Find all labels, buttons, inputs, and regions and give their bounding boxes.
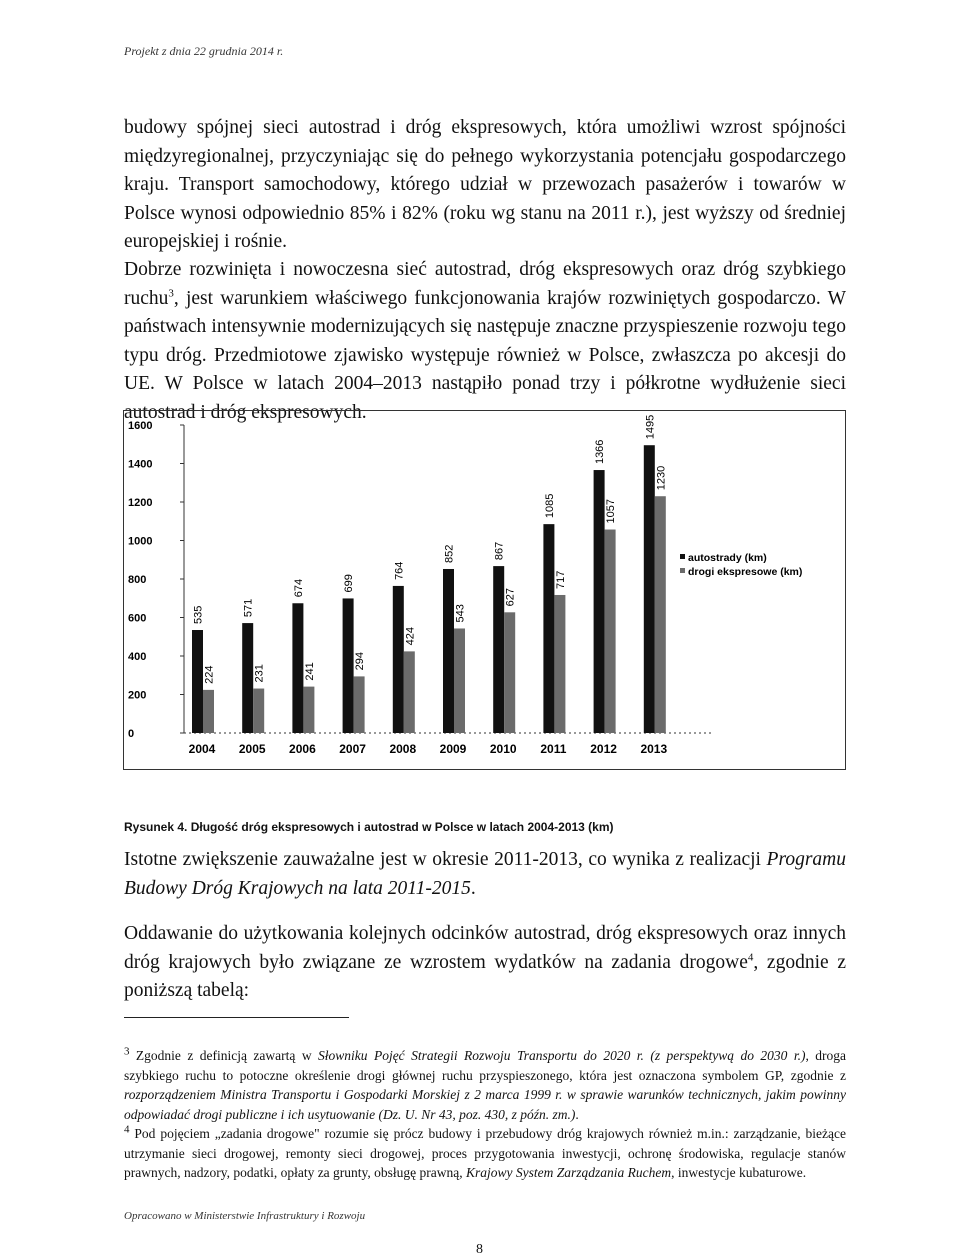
figure-caption: Rysunek 4. Długość dróg ekspresowych i autostrad w Polsce w latach 2004-2013 (km) xyxy=(124,820,614,834)
data-label: 571 xyxy=(242,598,255,618)
legend-label: autostrady (km) xyxy=(688,552,767,564)
bar-autostrady-2005 xyxy=(242,623,253,733)
chart-canvas xyxy=(124,411,847,771)
bar-ekspresowe-2011 xyxy=(554,595,565,733)
program-title: Programu Budowy Dróg Krajowych na lata 2011-2015 xyxy=(124,849,846,899)
footnote-3-text: Zgodnie z definicją zawartą w xyxy=(129,1048,319,1063)
paragraph-3 xyxy=(124,846,846,903)
y-tick-label: 800 xyxy=(128,574,147,586)
bar-autostrady-2008 xyxy=(393,586,404,733)
data-label: 224 xyxy=(203,665,216,684)
bar-ekspresowe-2004 xyxy=(203,690,214,733)
bar-autostrady-2004 xyxy=(192,630,203,733)
footnote-3-italic-2: rozporządzeniem Ministra Transportu i Gospodarki Morskiej z 2 marca 1999 r. w sprawie warunków technicznych, jakim powinny odpowiadać drogi publiczne i ich usytuowanie (Dz. U. Nr 43, poz. 430, z późn. zm.) xyxy=(124,1087,846,1122)
data-label: 1057 xyxy=(605,499,618,524)
data-label: 852 xyxy=(443,544,456,563)
x-tick-label: 2004 xyxy=(188,742,216,756)
bar-ekspresowe-2005 xyxy=(253,689,264,733)
paragraph-3-end: . xyxy=(470,877,476,899)
footnote-3 xyxy=(124,1046,846,1124)
footnote-3-italic-1: Słowniku Pojęć Strategii Rozwoju Transportu do 2020 r. (z perspektywą do 2030 r.) xyxy=(318,1048,806,1063)
y-tick-label: 0 xyxy=(128,728,135,740)
paragraph-2-text-cont: , jest warunkiem właściwego funkcjonowania krajów rozwiniętych gospodarczo. W państwach intensywnie modernizujących się następuje znaczne przyspieszenie rozwoju tego typu dróg. Przedmiotowe zjawisko występuje również w Polsce, zwłaszcza po akcesji do UE. W Polsce w latach 2004–2013 nastąpiło ponad trzy i półkrotne wydłużenie sieci autostrad i dróg ekspresowych. xyxy=(124,287,846,423)
bar-autostrady-2011 xyxy=(543,524,554,733)
footnote-4-number: 4 xyxy=(124,1123,130,1136)
data-label: 717 xyxy=(554,570,567,589)
x-tick-label: 2012 xyxy=(590,742,617,756)
paragraph-4-text: Oddawanie do użytkowania kolejnych odcinków autostrad, dróg ekspresowych oraz innych dróg krajowych było związane ze wzrostem wydatków na zadania drogowe xyxy=(124,923,846,973)
bar-chart xyxy=(123,410,846,770)
footnote-separator xyxy=(124,1017,349,1018)
bar-autostrady-2006 xyxy=(292,603,303,733)
footnote-4 xyxy=(124,1124,846,1183)
data-label: 1366 xyxy=(594,439,607,465)
x-tick-label: 2013 xyxy=(640,742,668,756)
y-tick-label: 1600 xyxy=(128,420,153,432)
y-tick-label: 200 xyxy=(128,689,147,702)
bar-autostrady-2009 xyxy=(443,569,454,733)
data-label: 1230 xyxy=(655,465,668,491)
bar-ekspresowe-2013 xyxy=(655,496,666,733)
bar-autostrady-2013 xyxy=(644,445,655,733)
footnote-3-end: . xyxy=(575,1106,579,1122)
footnote-4-italic: Krajowy System Zarządzania Ruchem xyxy=(466,1165,672,1180)
bar-autostrady-2010 xyxy=(493,566,504,733)
y-tick-label: 1400 xyxy=(128,458,153,471)
data-label: 867 xyxy=(493,541,506,561)
y-tick-label: 1200 xyxy=(128,497,153,509)
bar-ekspresowe-2012 xyxy=(605,530,616,733)
paragraph-4-end: , zgodnie z poniższą tabelą: xyxy=(124,951,846,1001)
data-label: 424 xyxy=(404,627,417,646)
y-tick-label: 1000 xyxy=(128,535,153,548)
paragraph-2 xyxy=(124,256,846,427)
legend-label: drogi ekspresowe (km) xyxy=(688,566,803,578)
document-header: Projekt z dnia 22 grudnia 2014 r. xyxy=(124,44,284,58)
y-tick-label: 400 xyxy=(128,651,147,663)
data-label: 294 xyxy=(354,652,367,671)
page-number: 8 xyxy=(476,1242,483,1257)
footnote-4-text: Pod pojęciem „zadania drogowe" rozumie się prócz budowy i przebudowy dróg krajowych również m.in.: zarządzanie, bieżące utrzymanie sieci drogowej, remonty sieci drogowej, proces przygotowania inwestycji, ochronę środowiska, regulacje stanów prawnych, nadzory, podatki, opłaty za grunty, obsługę prawną, xyxy=(124,1126,846,1180)
footnote-4-end: , inwestycje kubaturowe. xyxy=(671,1165,807,1180)
footnote-3-text-2: , droga szybkiego ruchu to potoczne określenie drogi głównej ruchu przyspieszonego, która jest oznaczona symbolem GP, zgodnie z xyxy=(124,1048,846,1083)
data-label: 764 xyxy=(393,561,406,580)
data-label: 535 xyxy=(192,605,205,625)
legend-swatch xyxy=(680,568,685,573)
y-tick-label: 600 xyxy=(128,612,147,625)
data-label: 627 xyxy=(504,587,517,607)
x-tick-label: 2006 xyxy=(289,742,316,756)
x-tick-label: 2007 xyxy=(339,742,366,756)
x-tick-label: 2008 xyxy=(389,742,417,756)
data-label: 674 xyxy=(292,578,305,598)
data-label: 699 xyxy=(343,574,356,593)
x-tick-label: 2010 xyxy=(489,742,517,756)
paragraph-2-text: Dobrze rozwinięta i nowoczesna sieć autostrad, dróg ekspresowych oraz dróg szybkiego ruchu xyxy=(124,259,846,309)
bar-ekspresowe-2009 xyxy=(454,628,465,733)
bar-autostrady-2007 xyxy=(343,598,354,733)
x-tick-label: 2011 xyxy=(540,742,567,756)
bar-ekspresowe-2010 xyxy=(504,612,515,733)
source-note: Opracowano w Ministerstwie Infrastruktury i Rozwoju xyxy=(124,1210,366,1222)
bar-autostrady-2012 xyxy=(594,470,605,733)
bar-ekspresowe-2006 xyxy=(303,687,314,733)
x-tick-label: 2005 xyxy=(238,742,266,756)
footnote-ref-3: 3 xyxy=(168,287,174,299)
bar-ekspresowe-2007 xyxy=(354,676,365,733)
legend-swatch xyxy=(680,554,685,559)
data-label: 1085 xyxy=(543,493,556,519)
paragraph-3-text: Istotne zwiększenie zauważalne jest w okresie 2011-2013, co wynika z realizacji xyxy=(124,849,767,870)
footnote-3-number: 3 xyxy=(124,1045,130,1058)
data-label: 543 xyxy=(454,604,467,623)
x-tick-label: 2009 xyxy=(439,742,467,756)
paragraph-1: budowy spójnej sieci autostrad i dróg ekspresowych, która umożliwi wzrost spójności międzyregionalnej, przyczyniając się do pełnego wykorzystania potencjału gospodarczego kraju. Transport samochodowy, którego udział w przewozach pasażerów i towarów w Polsce wynosi odpowiednio 85% i 82% (roku wg stanu na 2011 r.), jest wyższy od średniej europejskiej i rośnie. xyxy=(124,117,846,252)
footnote-ref-4: 4 xyxy=(747,951,754,963)
data-label: 231 xyxy=(253,664,266,683)
data-label: 1495 xyxy=(644,414,657,440)
data-label: 241 xyxy=(303,662,316,681)
bar-ekspresowe-2008 xyxy=(404,651,415,733)
paragraph-4 xyxy=(124,920,846,1006)
